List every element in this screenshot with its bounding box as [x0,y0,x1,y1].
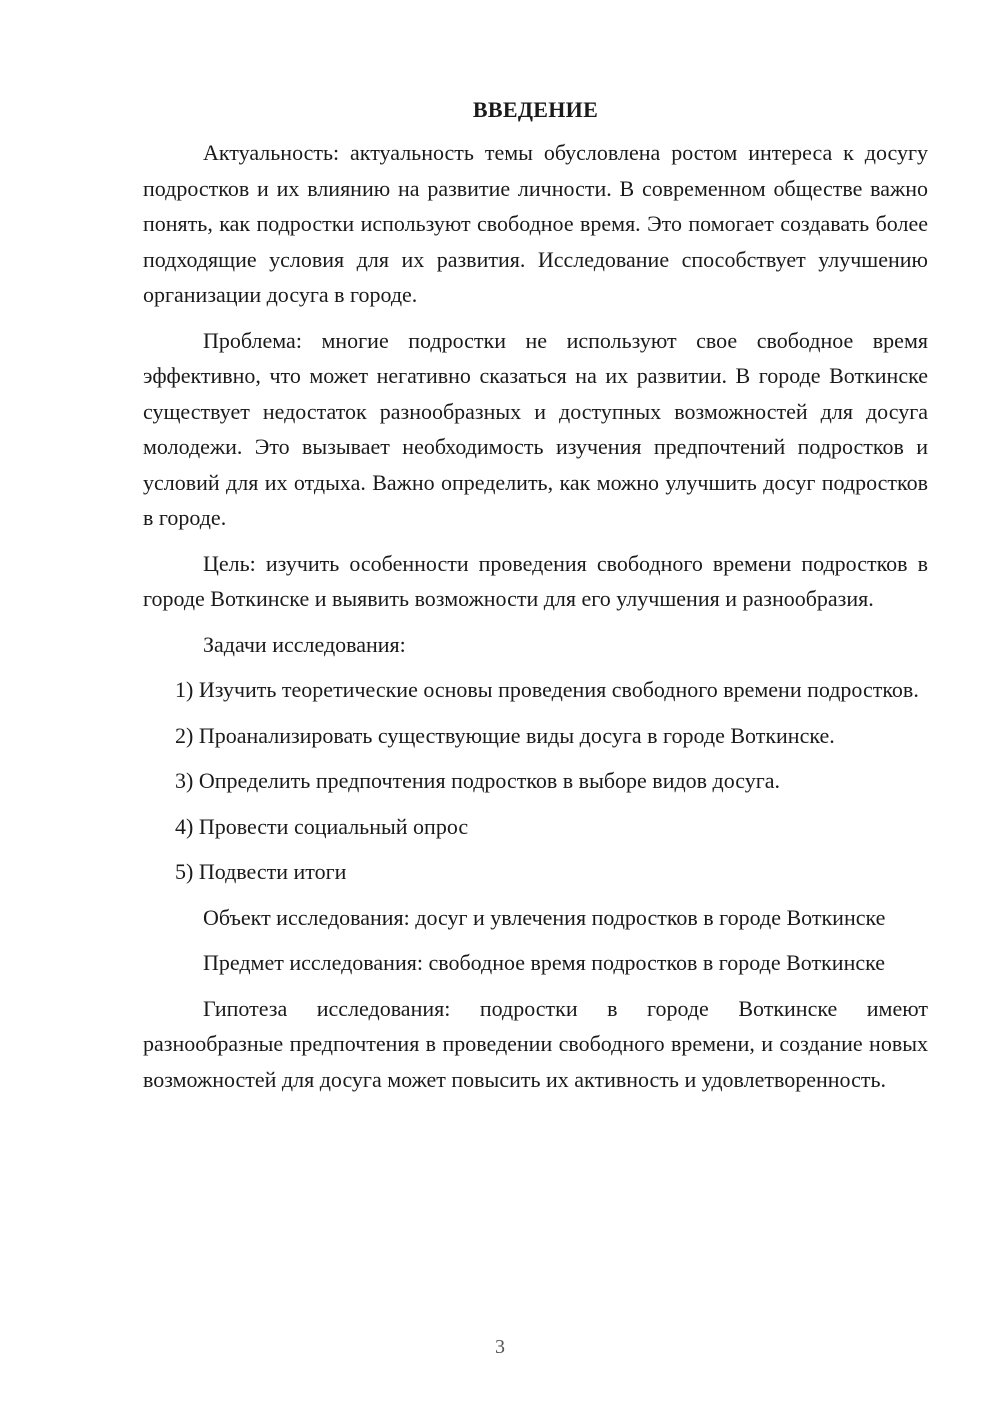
paragraph-goal: Цель: изучить особенности проведения свободного времени подростков в городе Воткинске и выявить возможности для его улучшения и разнообразия. [143,550,928,611]
paragraph-object: Объект исследования: досуг и увлечения подростков в городе Воткинске [203,904,886,930]
page-number: 3 [495,1336,505,1358]
task-item: 2) Проанализировать существующие виды досуга в городе Воткинске. [175,722,835,748]
task-item: 1) Изучить теоретические основы проведения свободного времени подростков. [175,677,919,702]
section-title: ВВЕДЕНИЕ [472,97,599,122]
paragraph-relevance: Актуальность: актуальность темы обусловлена ростом интереса к досугу подростков и их влиянию на развитие личности. В современном обществе важно понять, как подростки используют свободное время. Это помогает создавать более подходящие условия для их развития. Исследование способствует улучшению организации досуга в городе. [143,140,928,307]
task-list [143,672,928,890]
paragraph-problem: Проблема: многие подростки не используют свое свободное время эффективно, что может негативно сказаться на их развитии. В городе Воткинске существует недостаток разнообразных и доступных возможностей для досуга молодежи. Это вызывает необходимость изучения предпочтений подростков и условий для их отдыха. Важно определить, как можно улучшить досуг подростков в городе. [143,327,928,530]
paragraph-subject: Предмет исследования: свободное время подростков в городе Воткинске [203,950,886,975]
paragraph-tasks-heading: Задачи исследования: [203,631,406,657]
task-item: 3) Определить предпочтения подростков в выборе видов досуга. [175,768,781,793]
document-page [143,95,928,1107]
task-item: 5) Подвести итоги [175,859,347,884]
paragraph-hypothesis: Гипотеза исследования: подростки в городе Воткинске имеют разнообразные предпочтения в проведении свободного времени, и создание новых возможностей для досуга может повысить их активность и удовлетворенность. [143,995,928,1092]
task-item: 4) Провести социальный опрос [175,813,469,839]
